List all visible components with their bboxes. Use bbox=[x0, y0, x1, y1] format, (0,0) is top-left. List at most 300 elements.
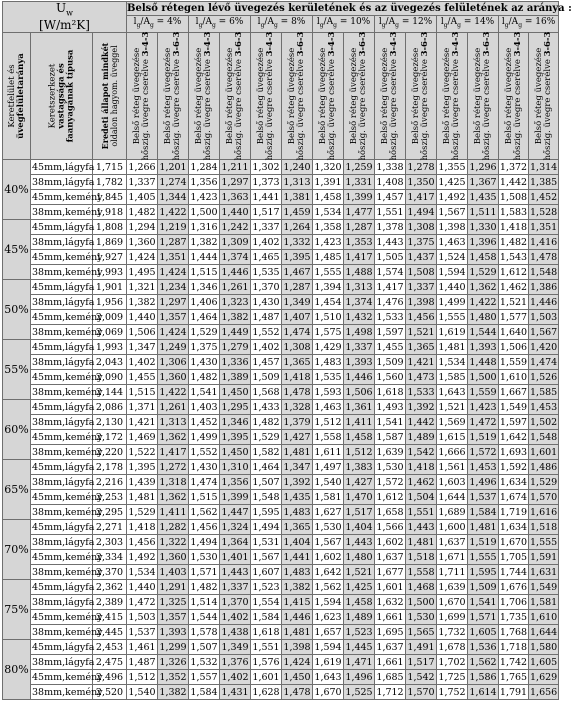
value-cell: 1,443 bbox=[221, 566, 249, 578]
value-cell: 1,360 bbox=[159, 551, 187, 563]
value-cell: 1,378 bbox=[376, 221, 404, 233]
original-value-cell: 2,220 bbox=[93, 445, 127, 460]
value-cell: 1,612 bbox=[376, 491, 404, 503]
value-cell: 1,459 bbox=[283, 206, 311, 218]
value-cell: 1,637 bbox=[376, 551, 404, 563]
value-cell: 1,476 bbox=[376, 296, 404, 308]
value-cell: 1,382 bbox=[190, 236, 218, 248]
value-cell: 1,440 bbox=[438, 281, 466, 293]
table-row bbox=[3, 490, 559, 505]
value-cell: 1,439 bbox=[128, 476, 156, 488]
value-cell: 1,324 bbox=[221, 521, 249, 533]
value-cell: 1,365 bbox=[283, 356, 311, 368]
value-cell: 1,442 bbox=[407, 416, 435, 428]
value-cell: 1,418 bbox=[283, 371, 311, 383]
value-cell: 1,394 bbox=[314, 281, 342, 293]
value-cell: 1,382 bbox=[283, 581, 311, 593]
value-cell: 1,661 bbox=[376, 611, 404, 623]
value-cell: 1,425 bbox=[438, 176, 466, 188]
value-cell: 1,296 bbox=[469, 161, 497, 173]
value-cell: 1,543 bbox=[499, 251, 528, 263]
original-value-cell: 2,090 bbox=[93, 370, 127, 385]
value-cell: 1,496 bbox=[469, 476, 497, 488]
value-cell: 1,393 bbox=[159, 626, 187, 638]
frame-ratio-cell: 40% bbox=[3, 160, 31, 220]
value-cell: 1,670 bbox=[499, 536, 528, 548]
table-row bbox=[3, 370, 559, 385]
value-cell: 1,496 bbox=[345, 671, 373, 683]
value-cell: 1,338 bbox=[376, 161, 404, 173]
value-cell: 1,534 bbox=[438, 356, 466, 368]
value-cell: 1,705 bbox=[499, 551, 528, 563]
frame-type-cell: 45mm,kemény bbox=[32, 311, 103, 323]
value-cell: 1,529 bbox=[469, 266, 497, 278]
value-cell: 1,446 bbox=[345, 371, 373, 383]
value-cell: 1,483 bbox=[314, 356, 342, 368]
value-cell: 1,542 bbox=[407, 671, 435, 683]
table-row bbox=[3, 220, 559, 235]
value-cell: 1,618 bbox=[376, 386, 404, 398]
value-cell: 1,569 bbox=[438, 416, 466, 428]
value-cell: 1,555 bbox=[530, 536, 558, 548]
value-cell: 1,555 bbox=[469, 551, 497, 563]
value-cell: 1,211 bbox=[221, 161, 249, 173]
col-3-4-3-header: Belső réteg üvegezése hőszig. üvegre cserélve 3-4-3 bbox=[499, 33, 529, 160]
value-cell: 1,503 bbox=[530, 311, 558, 323]
value-cell: 1,452 bbox=[190, 416, 218, 428]
original-value-cell: 2,415 bbox=[93, 610, 127, 625]
value-cell: 1,493 bbox=[376, 401, 404, 413]
value-cell: 1,364 bbox=[221, 536, 249, 548]
value-cell: 1,435 bbox=[469, 191, 497, 203]
value-cell: 1,500 bbox=[407, 596, 435, 608]
value-cell: 1,472 bbox=[469, 416, 497, 428]
table-title: Belső rétegen lévő üvegezés kerületének és az üvegezés felületének az aránya : bbox=[127, 3, 572, 15]
ratio-header: $l_g/A_g = 12\%$ bbox=[375, 16, 437, 33]
value-cell: 1,549 bbox=[530, 581, 558, 593]
value-cell: 1,500 bbox=[190, 206, 218, 218]
ratio-header: $l_g/A_g = 10\%$ bbox=[313, 16, 375, 33]
frame-ratio-cell: 70% bbox=[3, 520, 31, 580]
value-cell: 1,358 bbox=[314, 221, 342, 233]
original-value-cell: 2,362 bbox=[93, 580, 127, 595]
value-cell: 1,576 bbox=[252, 656, 280, 668]
value-cell: 1,323 bbox=[221, 296, 249, 308]
value-cell: 1,639 bbox=[376, 446, 404, 458]
value-cell: 1,544 bbox=[190, 611, 218, 623]
value-cell: 1,627 bbox=[314, 506, 342, 518]
value-cell: 1,287 bbox=[345, 221, 373, 233]
value-cell: 1,284 bbox=[190, 161, 218, 173]
value-cell: 1,584 bbox=[190, 686, 218, 698]
value-cell: 1,642 bbox=[499, 431, 528, 443]
value-cell: 1,592 bbox=[499, 461, 528, 473]
value-cell: 1,481 bbox=[469, 521, 497, 533]
frame-type-cell: 38mm,lágyfa bbox=[32, 356, 95, 368]
frame-ratio-cell: 45% bbox=[3, 220, 31, 280]
value-cell: 1,511 bbox=[469, 206, 497, 218]
value-cell: 1,337 bbox=[128, 176, 156, 188]
value-cell: 1,346 bbox=[190, 281, 218, 293]
original-value-cell: 1,782 bbox=[93, 175, 127, 190]
value-cell: 1,616 bbox=[530, 506, 558, 518]
value-cell: 1,355 bbox=[438, 161, 466, 173]
original-value-cell: 1,927 bbox=[93, 250, 127, 265]
original-value-cell: 2,303 bbox=[93, 535, 127, 550]
table-row bbox=[3, 685, 559, 700]
value-cell: 1,402 bbox=[252, 341, 280, 353]
value-cell: 1,512 bbox=[128, 671, 156, 683]
value-cell: 1,242 bbox=[221, 221, 249, 233]
value-cell: 1,407 bbox=[283, 311, 311, 323]
value-cell: 1,518 bbox=[407, 551, 435, 563]
table-row bbox=[3, 250, 559, 265]
value-cell: 1,473 bbox=[407, 371, 435, 383]
frame-type-cell: 45mm,kemény bbox=[32, 551, 103, 563]
value-cell: 1,318 bbox=[159, 476, 187, 488]
value-cell: 1,405 bbox=[128, 191, 156, 203]
value-cell: 1,474 bbox=[190, 476, 218, 488]
value-cell: 1,393 bbox=[469, 341, 497, 353]
value-cell: 1,492 bbox=[128, 551, 156, 563]
value-cell: 1,619 bbox=[314, 656, 342, 668]
value-cell: 1,581 bbox=[314, 491, 342, 503]
value-cell: 1,438 bbox=[221, 626, 249, 638]
uw-label: $U_w$ bbox=[56, 1, 73, 18]
value-cell: 1,472 bbox=[128, 596, 156, 608]
value-cell: 1,314 bbox=[530, 161, 558, 173]
value-cell: 1,395 bbox=[221, 431, 249, 443]
value-cell: 1,337 bbox=[407, 281, 435, 293]
value-cell: 1,401 bbox=[221, 551, 249, 563]
value-cell: 1,530 bbox=[314, 521, 342, 533]
value-cell: 1,605 bbox=[469, 626, 497, 638]
value-cell: 1,464 bbox=[190, 311, 218, 323]
value-cell: 1,567 bbox=[530, 326, 558, 338]
original-value-cell: 2,334 bbox=[93, 550, 127, 565]
value-cell: 1,548 bbox=[530, 431, 558, 443]
col-3-6-3-header: Belső réteg üvegezése hőszig. üvegre cserélve 3-6-3 bbox=[158, 33, 189, 160]
frame-type-cell: 38mm,lágyfa bbox=[32, 656, 95, 668]
value-cell: 1,537 bbox=[128, 626, 156, 638]
value-cell: 1,519 bbox=[469, 536, 497, 548]
frame-type-cell: 38mm,kemény bbox=[32, 506, 103, 518]
value-cell: 1,623 bbox=[314, 611, 342, 623]
frame-type-cell: 45mm,kemény bbox=[32, 251, 103, 263]
value-cell: 1,591 bbox=[530, 551, 558, 563]
value-cell: 1,567 bbox=[252, 551, 280, 563]
frame-type-cell: 38mm,lágyfa bbox=[32, 536, 95, 548]
value-cell: 1,356 bbox=[190, 176, 218, 188]
value-cell: 1,430 bbox=[190, 356, 218, 368]
value-cell: 1,444 bbox=[190, 251, 218, 263]
frame-ratio-cell: 55% bbox=[3, 340, 31, 400]
value-cell: 1,552 bbox=[190, 446, 218, 458]
value-cell: 1,643 bbox=[314, 671, 342, 683]
value-cell: 1,586 bbox=[469, 671, 497, 683]
frame-type-cell: 45mm,kemény bbox=[32, 431, 103, 443]
value-cell: 1,540 bbox=[314, 476, 342, 488]
value-cell: 1,693 bbox=[499, 446, 528, 458]
value-cell: 1,279 bbox=[221, 341, 249, 353]
value-cell: 1,601 bbox=[376, 581, 404, 593]
value-cell: 1,528 bbox=[530, 206, 558, 218]
value-cell: 1,504 bbox=[407, 491, 435, 503]
value-cell: 1,261 bbox=[159, 401, 187, 413]
frame-type-cell: 45mm,kemény bbox=[32, 611, 103, 623]
value-cell: 1,567 bbox=[314, 536, 342, 548]
value-cell: 1,370 bbox=[221, 596, 249, 608]
value-cell: 1,454 bbox=[314, 296, 342, 308]
frame-ratio-cell: 75% bbox=[3, 580, 31, 640]
value-cell: 1,313 bbox=[159, 416, 187, 428]
ratio-header: $l_g/A_g = 6\%$ bbox=[189, 16, 251, 33]
value-cell: 1,492 bbox=[438, 191, 466, 203]
value-cell: 1,392 bbox=[283, 476, 311, 488]
value-cell: 1,382 bbox=[221, 311, 249, 323]
value-cell: 1,667 bbox=[499, 386, 528, 398]
value-cell: 1,453 bbox=[530, 401, 558, 413]
table-row bbox=[3, 475, 559, 490]
original-value-cell: 2,389 bbox=[93, 595, 127, 610]
value-cell: 1,529 bbox=[128, 506, 156, 518]
value-cell: 1,455 bbox=[376, 341, 404, 353]
value-cell: 1,441 bbox=[283, 551, 311, 563]
value-cell: 1,597 bbox=[499, 416, 528, 428]
value-cell: 1,458 bbox=[345, 596, 373, 608]
value-cell: 1,481 bbox=[283, 626, 311, 638]
table-row bbox=[3, 550, 559, 565]
table-row bbox=[3, 670, 559, 685]
value-cell: 1,514 bbox=[190, 596, 218, 608]
value-cell: 1,532 bbox=[190, 656, 218, 668]
value-cell: 1,560 bbox=[376, 371, 404, 383]
value-cell: 1,440 bbox=[128, 311, 156, 323]
table-row bbox=[3, 190, 559, 205]
value-cell: 1,552 bbox=[252, 326, 280, 338]
frame-type-cell: 45mm,lágyfa bbox=[32, 581, 95, 593]
col-original-state-header: Eredeti állapot mindkét oldalon hagyom. üveggel bbox=[93, 33, 127, 160]
value-cell: 1,362 bbox=[159, 431, 187, 443]
value-cell: 1,526 bbox=[530, 371, 558, 383]
value-cell: 1,587 bbox=[376, 431, 404, 443]
value-cell: 1,446 bbox=[530, 296, 558, 308]
table-wrapper bbox=[2, 1, 572, 700]
value-cell: 1,610 bbox=[530, 611, 558, 623]
frame-type-cell: 45mm,lágyfa bbox=[32, 641, 95, 653]
table-row bbox=[3, 640, 559, 655]
frame-type-cell: 45mm,lágyfa bbox=[32, 521, 95, 533]
original-value-cell: 2,453 bbox=[93, 640, 127, 655]
col-3-4-3-header: Belső réteg üvegezése hőszig. üvegre cserélve 3-4-3 bbox=[313, 33, 344, 160]
value-cell: 1,486 bbox=[530, 461, 558, 473]
value-cell: 1,535 bbox=[314, 371, 342, 383]
value-cell: 1,494 bbox=[407, 206, 435, 218]
value-cell: 1,632 bbox=[376, 596, 404, 608]
value-cell: 1,689 bbox=[438, 506, 466, 518]
value-cell: 1,699 bbox=[438, 611, 466, 623]
value-cell: 1,385 bbox=[530, 176, 558, 188]
table-row bbox=[3, 430, 559, 445]
value-cell: 1,517 bbox=[407, 656, 435, 668]
frame-type-cell: 45mm,lágyfa bbox=[32, 281, 95, 293]
original-value-cell: 2,370 bbox=[93, 565, 127, 580]
value-cell: 1,453 bbox=[469, 461, 497, 473]
value-cell: 1,631 bbox=[530, 566, 558, 578]
table-row bbox=[3, 385, 559, 400]
value-cell: 1,601 bbox=[252, 671, 280, 683]
value-cell: 1,671 bbox=[438, 551, 466, 563]
frame-type-cell: 38mm,lágyfa bbox=[32, 236, 95, 248]
value-cell: 1,535 bbox=[252, 266, 280, 278]
original-value-cell: 2,178 bbox=[93, 460, 127, 475]
value-cell: 1,533 bbox=[407, 386, 435, 398]
value-cell: 1,605 bbox=[530, 656, 558, 668]
value-cell: 1,602 bbox=[314, 551, 342, 563]
value-cell: 1,695 bbox=[376, 626, 404, 638]
value-cell: 1,612 bbox=[499, 266, 528, 278]
col-3-6-3-header: Belső réteg üvegezése hőszig. üvegre cserélve 3-6-3 bbox=[468, 33, 499, 160]
frame-type-cell: 38mm,kemény bbox=[32, 446, 103, 458]
value-cell: 1,505 bbox=[376, 251, 404, 263]
ratio-header: $l_g/A_g = 4\%$ bbox=[127, 16, 189, 33]
value-cell: 1,346 bbox=[221, 416, 249, 428]
value-cell: 1,615 bbox=[438, 431, 466, 443]
value-cell: 1,361 bbox=[345, 401, 373, 413]
original-value-cell: 2,043 bbox=[93, 355, 127, 370]
value-cell: 1,575 bbox=[314, 326, 342, 338]
value-cell: 1,719 bbox=[499, 506, 528, 518]
value-cell: 1,677 bbox=[376, 566, 404, 578]
value-cell: 1,403 bbox=[159, 566, 187, 578]
value-cell: 1,446 bbox=[283, 611, 311, 623]
value-cell: 1,462 bbox=[499, 281, 528, 293]
col-3-4-3-header: Belső réteg üvegezése hőszig. üvegre cserélve 3-4-3 bbox=[189, 33, 220, 160]
value-cell: 1,644 bbox=[530, 626, 558, 638]
original-value-cell: 2,295 bbox=[93, 505, 127, 520]
value-cell: 1,424 bbox=[159, 326, 187, 338]
value-cell: 1,594 bbox=[314, 596, 342, 608]
value-cell: 1,441 bbox=[252, 191, 280, 203]
value-cell: 1,458 bbox=[314, 191, 342, 203]
uw-table bbox=[2, 1, 572, 700]
value-cell: 1,371 bbox=[128, 401, 156, 413]
value-cell: 1,577 bbox=[499, 311, 528, 323]
value-cell: 1,418 bbox=[407, 461, 435, 473]
value-cell: 1,308 bbox=[407, 221, 435, 233]
value-cell: 1,494 bbox=[190, 536, 218, 548]
value-cell: 1,396 bbox=[469, 236, 497, 248]
value-cell: 1,470 bbox=[345, 491, 373, 503]
value-cell: 1,399 bbox=[345, 191, 373, 203]
value-cell: 1,536 bbox=[469, 641, 497, 653]
value-cell: 1,383 bbox=[345, 461, 373, 473]
value-cell: 1,657 bbox=[314, 626, 342, 638]
value-cell: 1,302 bbox=[252, 161, 280, 173]
value-cell: 1,541 bbox=[190, 386, 218, 398]
value-cell: 1,509 bbox=[376, 356, 404, 368]
value-cell: 1,574 bbox=[376, 266, 404, 278]
value-cell: 1,533 bbox=[376, 311, 404, 323]
value-cell: 1,529 bbox=[252, 431, 280, 443]
value-cell: 1,530 bbox=[190, 551, 218, 563]
value-cell: 1,375 bbox=[190, 341, 218, 353]
frame-type-cell: 38mm,kemény bbox=[32, 386, 103, 398]
value-cell: 1,431 bbox=[221, 686, 249, 698]
frame-type-cell: 38mm,kemény bbox=[32, 626, 103, 638]
table-row bbox=[3, 400, 559, 415]
value-cell: 1,201 bbox=[159, 161, 187, 173]
value-cell: 1,328 bbox=[283, 401, 311, 413]
value-cell: 1,597 bbox=[376, 326, 404, 338]
value-cell: 1,666 bbox=[438, 446, 466, 458]
value-cell: 1,465 bbox=[252, 251, 280, 263]
value-cell: 1,427 bbox=[345, 476, 373, 488]
value-cell: 1,482 bbox=[499, 236, 528, 248]
value-cell: 1,427 bbox=[283, 431, 311, 443]
value-cell: 1,628 bbox=[252, 686, 280, 698]
value-cell: 1,497 bbox=[314, 461, 342, 473]
value-cell: 1,291 bbox=[159, 581, 187, 593]
value-cell: 1,559 bbox=[469, 386, 497, 398]
value-cell: 1,495 bbox=[128, 266, 156, 278]
value-cell: 1,337 bbox=[252, 221, 280, 233]
value-cell: 1,498 bbox=[345, 326, 373, 338]
value-cell: 1,480 bbox=[469, 311, 497, 323]
frame-type-cell: 45mm,kemény bbox=[32, 191, 103, 203]
value-cell: 1,585 bbox=[530, 386, 558, 398]
value-cell: 1,442 bbox=[499, 176, 528, 188]
table-row bbox=[3, 265, 559, 280]
value-cell: 1,487 bbox=[128, 656, 156, 668]
value-cell: 1,489 bbox=[345, 611, 373, 623]
value-cell: 1,524 bbox=[438, 251, 466, 263]
value-cell: 1,423 bbox=[314, 236, 342, 248]
value-cell: 1,541 bbox=[376, 416, 404, 428]
value-cell: 1,422 bbox=[159, 206, 187, 218]
value-cell: 1,572 bbox=[469, 446, 497, 458]
value-cell: 1,381 bbox=[283, 191, 311, 203]
value-cell: 1,382 bbox=[159, 686, 187, 698]
table-row bbox=[3, 205, 559, 220]
value-cell: 1,337 bbox=[345, 341, 373, 353]
value-cell: 1,373 bbox=[252, 176, 280, 188]
frame-ratio-cell: 50% bbox=[3, 280, 31, 340]
value-cell: 1,393 bbox=[345, 356, 373, 368]
value-cell: 1,483 bbox=[283, 566, 311, 578]
value-cell: 1,357 bbox=[159, 611, 187, 623]
original-value-cell: 1,918 bbox=[93, 205, 127, 220]
value-cell: 1,500 bbox=[469, 371, 497, 383]
value-cell: 1,614 bbox=[469, 686, 497, 698]
value-cell: 1,367 bbox=[469, 176, 497, 188]
value-cell: 1,517 bbox=[252, 206, 280, 218]
value-cell: 1,561 bbox=[438, 461, 466, 473]
value-cell: 1,481 bbox=[407, 536, 435, 548]
value-cell: 1,398 bbox=[438, 221, 466, 233]
value-cell: 1,571 bbox=[469, 611, 497, 623]
value-cell: 1,600 bbox=[438, 521, 466, 533]
value-cell: 1,523 bbox=[252, 581, 280, 593]
col-3-4-3-header: Belső réteg üvegezése hőszig. üvegre cserélve 3-4-3 bbox=[437, 33, 468, 160]
value-cell: 1,274 bbox=[159, 176, 187, 188]
value-cell: 1,399 bbox=[221, 491, 249, 503]
value-cell: 1,521 bbox=[438, 401, 466, 413]
value-cell: 1,416 bbox=[530, 236, 558, 248]
value-cell: 1,725 bbox=[438, 671, 466, 683]
table-row bbox=[3, 595, 559, 610]
value-cell: 1,540 bbox=[128, 686, 156, 698]
